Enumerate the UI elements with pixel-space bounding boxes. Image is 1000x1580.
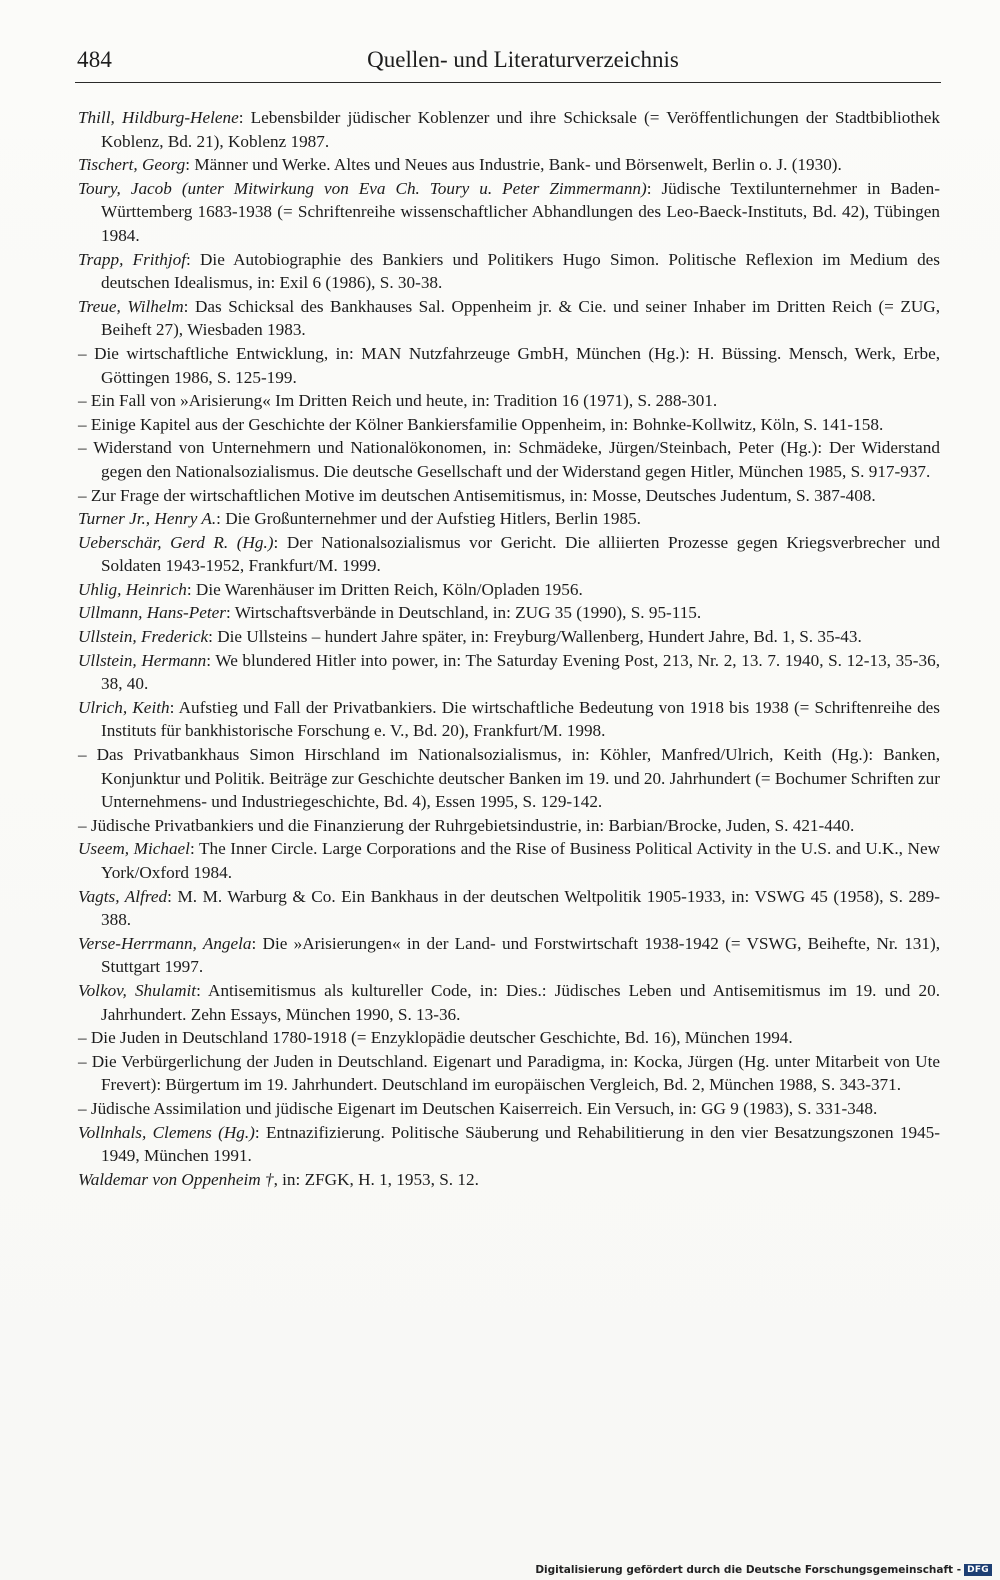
entry-author: Toury, Jacob (unter Mitwirkung von Eva Ch. Toury u. Peter Zimmermann) (78, 178, 647, 198)
digitization-credit (535, 1564, 992, 1576)
bibliography-entry (78, 1050, 940, 1097)
entry-text: : The Inner Circle. Large Corporations and the Rise of Business Political Activity in the U.S. and U.K., New York/Oxford 1984. (101, 839, 940, 882)
entry-text: : Der Nationalsozialismus vor Gericht. Die alliierten Prozesse gegen Kriegsverbrecher und Soldaten 1943-1952, Frankfurt/M. 1999. (101, 532, 940, 576)
entry-author: Vollnhals, Clemens (Hg.) (78, 1122, 255, 1142)
entry-text: – Die Verbürgerlichung der Juden in Deutschland. Eigenart und Paradigma, in: Kocka, Jürgen (Hg. unter Mitarbeit von Ute Frevert): Bürgertum im 19. Jahrhundert. Deutschland im europäischen Vergleich, Bd. 2, München 1988, S. 343-371. (78, 1051, 940, 1095)
bibliography-entry (78, 1168, 940, 1192)
entry-author: Useem, Michael (78, 839, 190, 859)
entry-text: : Die Warenhäuser im Dritten Reich, Köln/Opladen 1956. (186, 579, 583, 599)
bibliography-entry (78, 177, 940, 248)
bibliography-entry (78, 413, 940, 437)
bibliography-entry (78, 1097, 940, 1121)
bibliography-entry (78, 531, 940, 578)
bibliography-entry (78, 295, 940, 342)
entry-text: – Das Privatbankhaus Simon Hirschland im Nationalsozialismus, in: Köhler, Manfred/Ulrich, Keith (Hg.): Banken, Konjunktur und Politik. Beiträge zur Geschichte deutscher Banken im 19. und 20. Jahrhundert (= Bochumer Schriften zur Unternehmens- und Industriegeschichte, Bd. 4), Essen 1995, S. 129-142. (78, 745, 940, 812)
entry-text: : Lebensbilder jüdischer Koblenzer und ihre Schicksale (= Veröffentlichungen der Stadtbibliothek Koblenz, Bd. 21), Koblenz 1987. (101, 108, 940, 151)
bibliography-entry (78, 106, 940, 153)
bibliography-entry (78, 696, 940, 743)
page-number: 484 (77, 47, 113, 72)
entry-author: Uhlig, Heinrich (78, 579, 187, 599)
bibliography-entry (78, 1121, 940, 1168)
bibliography-entry (78, 625, 940, 649)
entry-author: Turner Jr., Henry A. (78, 509, 217, 529)
bibliography-entry (78, 743, 940, 814)
entry-text: : Die Autobiographie des Bankiers und Politikers Hugo Simon. Politische Reflexion im Medium des deutschen Idealismus, in: Exil 6 (1986), S. 30-38. (101, 249, 940, 293)
entry-text: : Jüdische Textilunternehmer in Baden-Württemberg 1683-1938 (= Schriftenreihe wissenschaftlicher Abhandlungen des Leo-Baeck-Instituts, Bd. 42), Tübingen 1984. (101, 178, 940, 245)
entry-text: – Die wirtschaftliche Entwicklung, in: MAN Nutzfahrzeuge GmbH, München (Hg.): H. Büssing. Mensch, Werk, Erbe, Göttingen 1986, S. 125-199. (78, 343, 940, 387)
entry-text: – Jüdische Assimilation und jüdische Eigenart im Deutschen Kaiserreich. Ein Versuch, in: GG 9 (1983), S. 331-348. (78, 1098, 878, 1118)
entry-text: : Antisemitismus als kultureller Code, in: Dies.: Jüdisches Leben und Antisemitismus im 19. und 20. Jahrhundert. Zehn Essays, München 1990, S. 13-36. (101, 980, 940, 1024)
bibliography-entry (78, 578, 940, 602)
entry-author: Ueberschär, Gerd R. (Hg.) (78, 532, 274, 552)
bibliography-entry (78, 932, 940, 979)
entry-text: – Jüdische Privatbankiers und die Finanzierung der Ruhrgebietsindustrie, in: Barbian/Brocke, Juden, S. 421-440. (78, 815, 855, 835)
entry-text: – Ein Fall von »Arisierung« Im Dritten Reich und heute, in: Tradition 16 (1971), S. 288-301. (78, 391, 718, 411)
bibliography-list (78, 106, 940, 1191)
entry-text: : Aufstieg und Fall der Privatbankiers. Die wirtschaftliche Bedeutung von 1918 bis 1938 (= Schriftenreihe des Instituts für bankhistorische Forschung e. V., Bd. 20), Frankfurt/M. 1998. (101, 697, 940, 741)
entry-author: Volkov, Shulamit (78, 980, 197, 1000)
entry-text: : We blundered Hitler into power, in: The Saturday Evening Post, 213, Nr. 2, 13. 7. 1940, S. 12-13, 35-36, 38, 40. (101, 650, 940, 694)
bibliography-entry (78, 601, 940, 625)
bibliography-entry (78, 814, 940, 838)
entry-author: Waldemar von Oppenheim † (78, 1169, 274, 1189)
bibliography-entry (78, 507, 940, 531)
bibliography-entry (78, 153, 940, 177)
entry-text: – Widerstand von Unternehmern und Nationalökonomen, in: Schmädeke, Jürgen/Steinbach, Peter (Hg.): Der Widerstand gegen den Nationalsozialismus. Die deutsche Gesellschaft und der Widerstand gegen Hitler, München 1985, S. 917-937. (78, 438, 940, 481)
entry-text: : Männer und Werke. Altes und Neues aus Industrie, Bank- und Börsenwelt, Berlin o. J. (1930). (185, 155, 842, 175)
entry-text: : Die »Arisierungen« in der Land- und Forstwirtschaft 1938-1942 (= VSWG, Beihefte, Nr. 131), Stuttgart 1997. (101, 933, 941, 977)
entry-text: : Die Großunternehmer und der Aufstieg Hitlers, Berlin 1985. (216, 509, 641, 529)
entry-author: Trapp, Frithjof (78, 249, 187, 269)
entry-text: – Die Juden in Deutschland 1780-1918 (= Enzyklopädie deutscher Geschichte, Bd. 16), München 1994. (78, 1028, 793, 1048)
bibliography-entry (78, 837, 940, 884)
entry-author: Ullmann, Hans-Peter (78, 603, 226, 623)
entry-text: , in: ZFGK, H. 1, 1953, S. 12. (273, 1169, 479, 1189)
entry-author: Tischert, Georg (78, 155, 186, 175)
bibliography-entry (78, 436, 940, 483)
dfg-logo: DFG (964, 1564, 992, 1576)
entry-text: : Entnazifizierung. Politische Säuberung und Rehabilitierung in den vier Besatzungszonen 1945-1949, München 1991. (101, 1122, 940, 1166)
entry-author: Ulrich, Keith (78, 697, 170, 717)
bibliography-entry (78, 885, 940, 932)
page-header (75, 44, 941, 83)
bibliography-entry (78, 484, 940, 508)
bibliography-entry (78, 342, 940, 389)
bibliography-entry (78, 649, 940, 696)
entry-author: Ullstein, Hermann (78, 650, 207, 670)
running-head: Quellen- und Literaturverzeichnis (367, 47, 679, 72)
bibliography-entry (78, 248, 940, 295)
entry-text: – Zur Frage der wirtschaftlichen Motive im deutschen Antisemitismus, in: Mosse, Deutsches Judentum, S. 387-408. (78, 485, 876, 505)
entry-author: Vagts, Alfred (78, 886, 168, 906)
bibliography-entry (78, 389, 940, 413)
entry-author: Treue, Wilhelm (78, 296, 184, 316)
bibliography-entry (78, 1026, 940, 1050)
entry-author: Ullstein, Frederick (78, 627, 209, 647)
entry-author: Verse-Herrmann, Angela (78, 933, 252, 953)
entry-text: : Die Ullsteins – hundert Jahre später, in: Freyburg/Wallenberg, Hundert Jahre, Bd. 1, S. 35-43. (208, 627, 862, 647)
entry-text: : M. M. Warburg & Co. Ein Bankhaus in der deutschen Weltpolitik 1905-1933, in: VSWG 45 (1958), S. 289-388. (101, 886, 940, 930)
bibliography-entry (78, 979, 940, 1026)
entry-text: – Einige Kapitel aus der Geschichte der Kölner Bankiersfamilie Oppenheim, in: Bohnke-Kollwitz, Köln, S. 141-158. (78, 414, 884, 434)
credit-text: Digitalisierung gefördert durch die Deutsche Forschungsgemeinschaft - (535, 1564, 962, 1576)
entry-author: Thill, Hildburg-Helene (78, 108, 239, 127)
entry-text: : Das Schicksal des Bankhauses Sal. Oppenheim jr. & Cie. und seiner Inhaber im Dritten Reich (= ZUG, Beiheft 27), Wiesbaden 1983. (101, 296, 941, 340)
entry-text: : Wirtschaftsverbände in Deutschland, in: ZUG 35 (1990), S. 95-115. (225, 603, 702, 623)
